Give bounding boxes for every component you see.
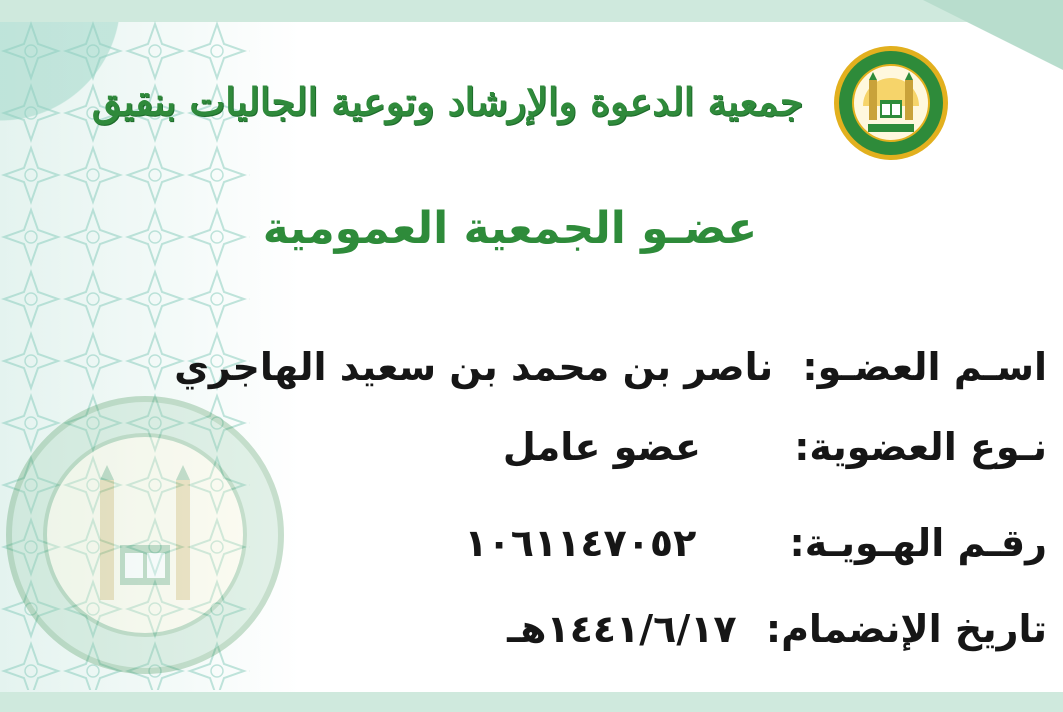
id-number-label: رقـم الهـويـة: [789,521,1047,565]
join-date-label: تاريخ الإنضمام: [765,607,1047,651]
card-title: عضـو الجمعية العمومية [262,203,758,254]
membership-type-value: عضو عامل [502,425,701,469]
join-date-value: ١٤٤١/٦/١٧هـ [507,607,737,651]
top-border [0,0,1063,22]
membership-type-label: نـوع العضوية: [794,425,1047,469]
member-name-label: اسـم العضـو: [802,345,1047,389]
join-date-row [507,596,1047,662]
id-number-row [464,510,1047,576]
organization-seal-icon [832,44,950,162]
member-name-row [174,334,1047,400]
member-name-value: ناصر بن محمد بن سعيد الهاجري [174,345,774,389]
membership-type-row [503,414,1047,480]
organization-name: جمعية الدعوة والإرشاد وتوعية الجاليات بنقيق [91,79,804,124]
seal-watermark-icon [5,395,285,675]
bottom-border [0,692,1063,712]
id-number-value: ١٠٦١١٤٧٠٥٢ [464,521,697,565]
